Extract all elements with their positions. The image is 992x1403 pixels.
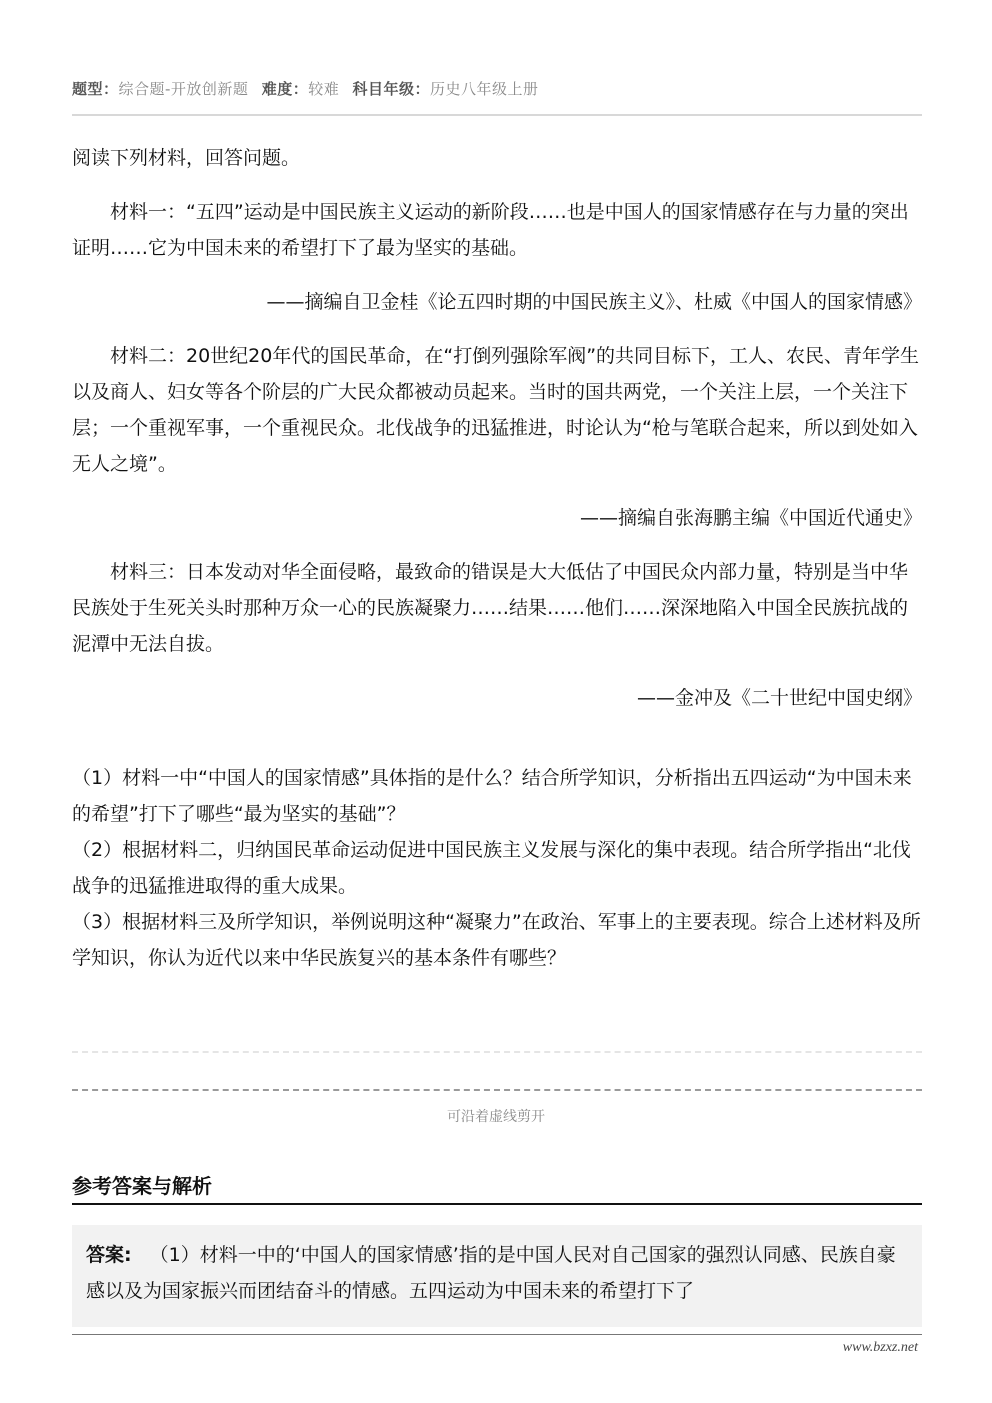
answer-label: 答案: [86, 1244, 132, 1266]
dashed-line-light [72, 1051, 922, 1053]
cut-line-label: 可沿着虚线剪开 [447, 1109, 545, 1125]
answer-box [72, 1225, 922, 1327]
question-3: （3）根据材料三及所学知识，举例说明这种“凝聚力”在政治、军事上的主要表现。综合上述材料及所学知识，你认为近代以来中华民族复兴的基本条件有哪些？ [72, 911, 921, 969]
question-2: （2）根据材料二，归纳国民革命运动促进中国民族主义发展与深化的集中表现。结合所学指出“北伐战争的迅猛推进取得的重大成果。 [72, 839, 911, 897]
material-1-text: 材料一：“五四”运动是中国民族主义运动的新阶段……也是中国人的国家情感存在与力量的突出证明……它为中国未来的希望打下了最为坚实的基础。 [72, 201, 909, 259]
material-3-source: ——金冲及《二十世纪中国史纲》 [636, 687, 922, 709]
difficulty-label: 难度： [261, 80, 309, 98]
watermark: www.bzxz.net [842, 1340, 918, 1355]
answer-section-title: 参考答案与解析 [72, 1174, 212, 1198]
material-2-source: ——摘编自张海鹏主编《中国近代通史》 [579, 507, 922, 529]
material-3-text: 材料三：日本发动对华全面侵略，最致命的错误是大大低估了中国民众内部力量，特别是当中华民族处于生死关头时那种万众一心的民族凝聚力……结果……他们……深深地陷入中国全民族抗战的泥潭中无法自拔。 [72, 561, 909, 655]
difficulty-value: 较难 [308, 80, 340, 98]
question-meta [72, 78, 539, 99]
footer-divider [72, 1334, 922, 1335]
answer-text: （1）材料一中的‘中国人的国家情感’指的是中国人民对自己国家的强烈认同感、民族自豪感以及为国家振兴而团结奋斗的情感。五四运动为中国未来的希望打下了 [86, 1244, 896, 1302]
type-value: 综合题-开放创新题 [118, 80, 249, 98]
subject-label: 科目年级： [352, 80, 431, 98]
answer-title-divider [72, 1203, 922, 1205]
questions-section [72, 760, 922, 976]
type-label: 题型： [72, 80, 119, 98]
material-1-source: ——摘编自卫金桂《论五四时期的中国民族主义》、杜威《中国人的国家情感》 [266, 291, 922, 313]
dashed-cut-line [72, 1089, 922, 1091]
header-divider [72, 114, 922, 116]
intro-text: 阅读下列材料，回答问题。 [72, 147, 301, 169]
materials-section [72, 140, 922, 716]
question-1: （1）材料一中“中国人的国家情感”具体指的是什么？结合所学知识，分析指出五四运动“为中国未来的希望”打下了哪些“最为坚实的基础”？ [72, 767, 912, 825]
material-2-text: 材料二：20世纪20年代的国民革命，在“打倒列强除军阀”的共同目标下，工人、农民、青年学生以及商人、妇女等各个阶层的广大民众都被动员起来。当时的国共两党，一个关注上层，一个关注下层；一个重视军事，一个重视民众。北伐战争的迅猛推进，时论认为“枪与笔联合起来，所以到处如入无人之境”。 [72, 345, 920, 475]
subject-value: 历史八年级上册 [430, 80, 539, 98]
